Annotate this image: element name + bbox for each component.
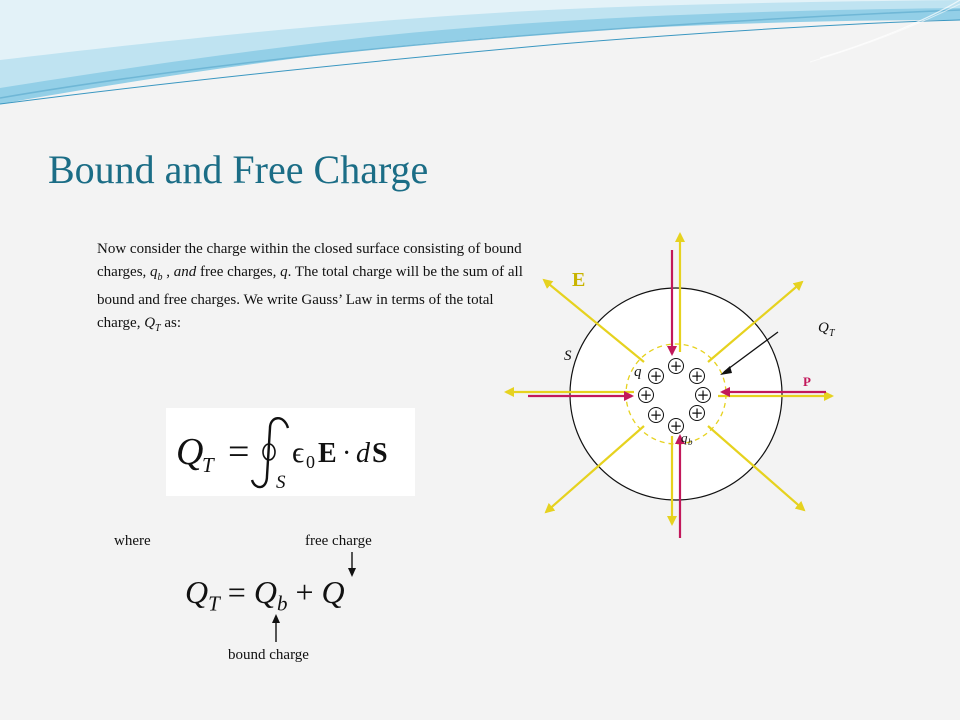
where-label: where [114, 533, 151, 549]
q-label: q [634, 364, 642, 380]
qb-symbol: q [150, 263, 158, 280]
body-text-1: Now consider the charge within the closed surface consisting of bound charges, [97, 241, 522, 280]
charge-plus [649, 406, 664, 424]
plus-sign: + [669, 357, 683, 375]
gauss-dot: · [342, 438, 352, 469]
eq-plus: + [295, 574, 314, 610]
body-text-5: as: [160, 314, 182, 331]
eq-Q-symbol: Q [321, 574, 345, 610]
bound-charge-label: bound charge [228, 647, 309, 663]
body-text-4: . The total charge will be the sum of all bound and free charges. We write Gauss’ Law in terms of the total charge, [97, 263, 523, 331]
body-text-2: , [162, 263, 174, 280]
plus-sign: + [690, 367, 704, 385]
q-symbol: q [280, 263, 288, 280]
charge-plus [669, 357, 684, 375]
qb-label-subscript: b [688, 437, 693, 447]
gauss-QT-subscript: T [202, 453, 214, 477]
QT-subscript-T: T [155, 322, 161, 334]
plus-sign: + [669, 417, 683, 435]
plus-sign: + [639, 386, 653, 404]
plus-sign: + [696, 386, 710, 404]
gauss-surface-subscript: S [276, 472, 286, 493]
plus-sign: + [649, 367, 663, 385]
bound-charge-arrow [268, 613, 284, 643]
slide-title: Bound and Free Charge [48, 147, 429, 192]
eq-equals: = [227, 574, 246, 610]
decorative-wave-header [0, 0, 960, 110]
gauss-law-equation [166, 408, 415, 496]
charge-plus [649, 367, 664, 385]
charge-plus [690, 404, 705, 422]
charge-plus [639, 386, 654, 404]
gauss-dS: S [372, 438, 388, 469]
gauss-d: d [356, 438, 370, 469]
body-and: and [173, 263, 197, 280]
eq-QT-subscript: T [208, 591, 220, 616]
total-charge-equation [185, 574, 345, 616]
eq-QT-symbol: Q [185, 574, 209, 610]
gauss-E-field: E [318, 438, 337, 469]
P-label: P [803, 374, 811, 389]
gauss-equals: = [228, 431, 250, 473]
eq-Qb-subscript: b [276, 591, 288, 616]
S-label: S [564, 348, 572, 364]
QT-label: Q [818, 320, 829, 336]
gauss-QT-symbol: Q [176, 431, 204, 473]
gauss-epsilon-subscript: 0 [306, 452, 315, 472]
gauss-epsilon: ϵ [292, 436, 305, 469]
plus-sign: + [649, 406, 663, 424]
body-text-3: free charges, [196, 263, 281, 280]
free-charge-label: free charge [305, 533, 372, 549]
qb-subscript-b: b [157, 271, 163, 283]
QT-symbol: Q [144, 314, 156, 331]
body-paragraph [97, 238, 527, 340]
free-charge-arrow [344, 551, 360, 579]
plus-sign: + [690, 404, 704, 422]
gauss-surface-diagram [490, 220, 850, 540]
gaussian-surface-circle [570, 288, 782, 500]
QT-label-subscript: T [829, 328, 835, 339]
charge-plus [690, 367, 705, 385]
gauss-law-equation-graphic [166, 408, 415, 496]
eq-Qb-symbol: Q [253, 574, 277, 610]
charge-plus [696, 386, 711, 404]
E-label: E [572, 269, 586, 291]
qb-label: q [681, 430, 688, 445]
